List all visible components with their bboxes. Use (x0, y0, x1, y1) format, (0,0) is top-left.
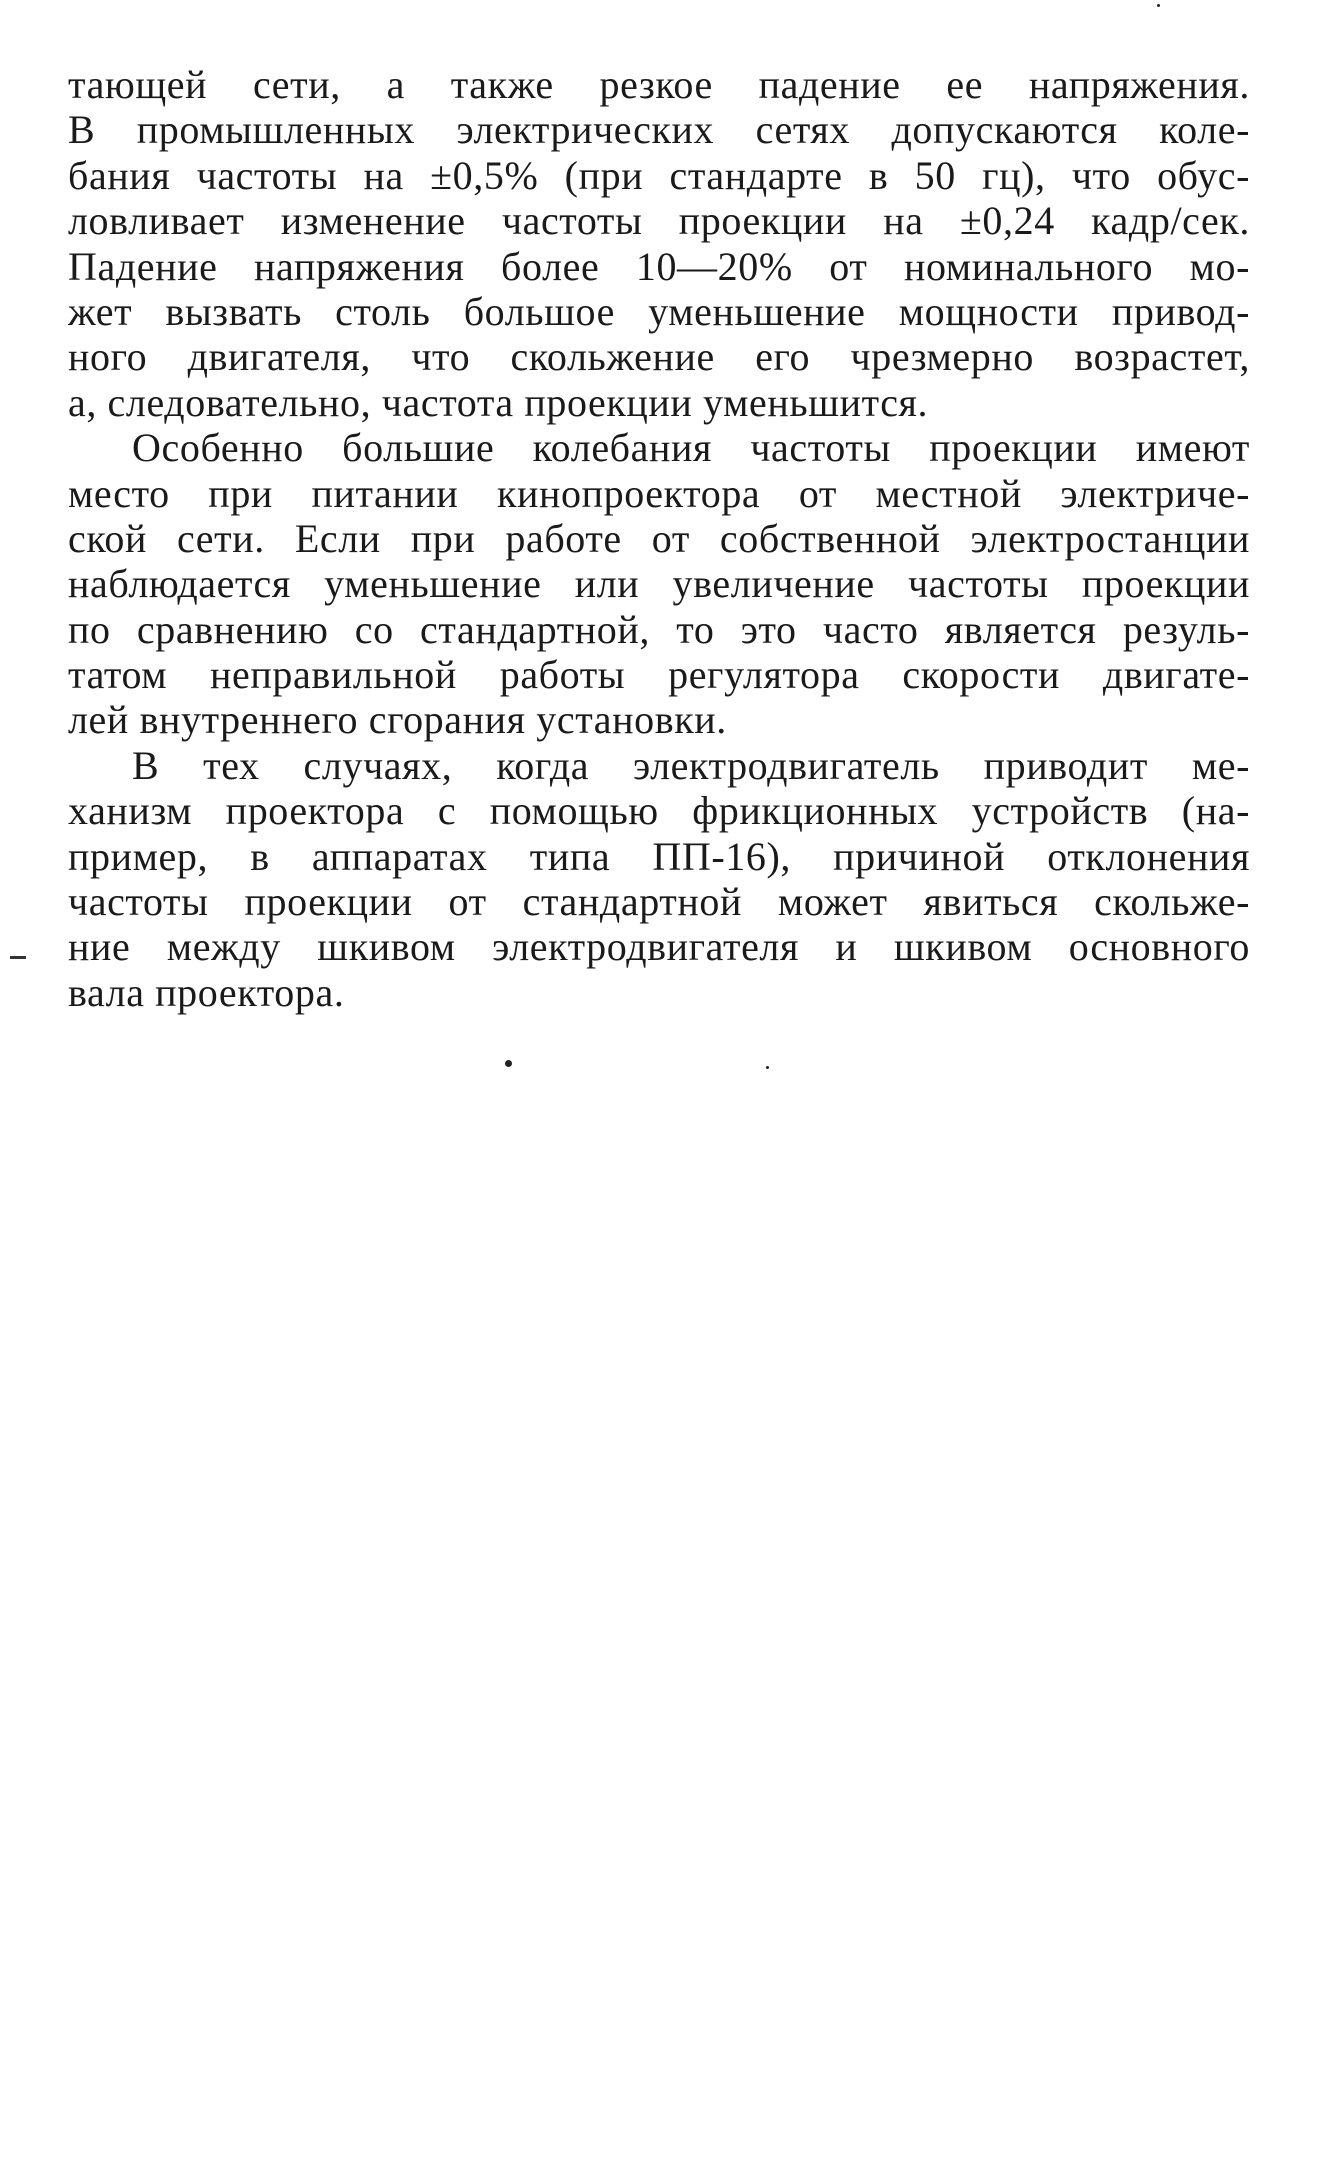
ink-speck (1157, 4, 1160, 7)
body-text (68, 62, 1250, 1015)
text-line: частоты проекции от стандартной может явиться скольже- (68, 879, 1250, 925)
text-line: вала проектора. (68, 969, 345, 1015)
text-line: тающей сети, а также резкое падение ее напряжения. (68, 62, 1250, 107)
text-line: ние между шкивом электродвигателя и шкивом основного (68, 924, 1250, 970)
text-line: В тех случаях, когда электродвигатель приводит ме- (132, 742, 1250, 788)
text-line: лей внутреннего сгорания установки. (68, 697, 727, 743)
margin-dash-mark (10, 956, 26, 959)
paragraph-2 (68, 425, 1250, 743)
text-line: ловливает изменение частоты проекции на ±0,24 кадр/сек. (68, 198, 1250, 244)
text-line: татом неправильной работы регулятора скорости двигате- (68, 652, 1250, 698)
text-line: В промышленных электрических сетях допускаются коле- (68, 107, 1250, 153)
ink-speck (505, 1060, 512, 1067)
text-line: наблюдается уменьшение или увеличение частоты проекции (68, 561, 1250, 607)
text-line: ханизм проектора с помощью фрикционных устройств (на- (68, 788, 1250, 834)
paragraph-3 (68, 743, 1250, 1015)
text-line: Особенно большие колебания частоты проекции имеют (132, 425, 1250, 471)
text-line: жет вызвать столь большое уменьшение мощности привод- (68, 288, 1250, 334)
text-line: ской сети. Если при работе от собственной электростанции (68, 515, 1250, 561)
text-line: ного двигателя, что скольжение его чрезмерно возрастет, (68, 334, 1250, 380)
paragraph-1 (68, 62, 1250, 425)
text-line: бания частоты на ±0,5% (при стандарте в 50 гц), что обус- (68, 152, 1250, 198)
text-line: Падение напряжения более 10—20% от номинального мо- (68, 243, 1250, 289)
text-line: пример, в аппаратах типа ПП-16), причиной отклонения (68, 833, 1250, 879)
text-line: место при питании кинопроектора от местной электриче- (68, 470, 1250, 516)
text-line: по сравнению со стандартной, то это часто является резуль- (68, 606, 1250, 652)
text-line: а, следовательно, частота проекции уменьшится. (68, 379, 929, 425)
ink-speck (766, 1066, 769, 1069)
